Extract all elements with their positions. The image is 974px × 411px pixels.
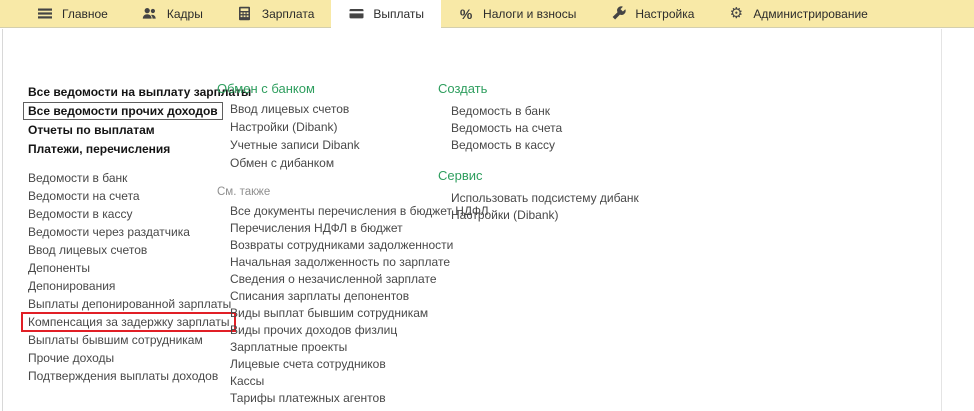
featured-links	[28, 82, 252, 158]
command-link[interactable]	[230, 304, 432, 321]
tab-taxes[interactable]	[441, 0, 593, 27]
command-link-label: Ведомость в кассу	[451, 137, 555, 152]
nav-link-label: Отчеты по выплатам	[28, 122, 155, 137]
command-link-label: Перечисления НДФЛ в бюджет	[230, 220, 403, 235]
nav-link-label: Ввод лицевых счетов	[28, 243, 148, 257]
command-link-label: Виды прочих доходов физлиц	[230, 322, 398, 337]
nav-link-label: Ведомости в кассу	[28, 207, 133, 221]
command-link[interactable]	[230, 270, 437, 287]
command-link-label: Все документы перечисления в бюджет НДФЛ	[230, 203, 489, 218]
command-link[interactable]	[451, 119, 658, 136]
command-link-label: Ввод лицевых счетов	[230, 102, 350, 116]
command-link-label: Виды выплат бывшим сотрудникам	[230, 305, 429, 320]
menu-icon	[37, 6, 53, 22]
nav-link-label: Прочие доходы	[28, 351, 115, 365]
nav-link[interactable]	[28, 241, 223, 259]
tab-payments[interactable]	[331, 0, 441, 27]
bank-exchange-links	[217, 100, 432, 172]
nav-link-label: Ведомости через раздатчика	[28, 225, 190, 239]
tab-home[interactable]	[20, 0, 125, 27]
tab-label: Главное	[62, 6, 108, 21]
command-link[interactable]	[230, 321, 432, 338]
nav-link[interactable]	[28, 205, 223, 223]
nav-link-label: Депонирования	[28, 279, 116, 293]
nav-link[interactable]	[28, 169, 223, 187]
command-link[interactable]	[230, 219, 432, 236]
nav-links	[28, 169, 232, 385]
nav-link-label: Подтверждения выплаты доходов	[28, 369, 219, 383]
command-link[interactable]	[451, 136, 658, 153]
gear-icon: ⚙	[729, 5, 744, 22]
command-link-label: Использовать подсистему дибанк	[451, 190, 639, 205]
tab-settings[interactable]	[593, 0, 711, 27]
command-link[interactable]	[230, 100, 432, 118]
nav-link[interactable]	[28, 187, 223, 205]
command-link-label: Начальная задолженность по зарплате	[230, 254, 450, 269]
command-link[interactable]	[230, 118, 432, 136]
tab-salary[interactable]	[220, 0, 332, 27]
section-title-see-also: См. также	[217, 186, 271, 198]
command-link[interactable]	[230, 253, 450, 270]
nav-link-label: Платежи, перечисления	[28, 141, 171, 156]
command-link[interactable]	[230, 136, 432, 154]
command-link-label: Обмен с дибанком	[230, 156, 335, 170]
command-link-label: Ведомость в банк	[451, 103, 550, 118]
command-link-label: Ведомость на счета	[451, 120, 563, 135]
nav-link-label: Депоненты	[28, 261, 91, 275]
tab-administration[interactable]	[711, 0, 884, 27]
window-right-border	[941, 29, 942, 411]
nav-link-payments-transfers[interactable]	[28, 139, 223, 158]
command-link[interactable]	[230, 372, 432, 389]
service-links	[438, 189, 658, 223]
command-link[interactable]	[451, 206, 658, 223]
tab-staff[interactable]	[125, 0, 220, 27]
create-links	[438, 102, 658, 153]
section-title-bank-exchange: Обмен с банком	[217, 80, 315, 96]
nav-link-label: Ведомости в банк	[28, 171, 128, 185]
nav-link[interactable]	[28, 331, 223, 349]
nav-link[interactable]	[28, 367, 223, 385]
command-link[interactable]	[230, 202, 489, 219]
nav-link[interactable]	[28, 223, 223, 241]
nav-link-label: Выплаты бывшим сотрудникам	[28, 333, 203, 347]
tab-label: Кадры	[166, 6, 203, 21]
tab-label: Администрирование	[753, 6, 868, 21]
nav-link[interactable]	[28, 277, 223, 295]
nav-link-label: Ведомости на счета	[28, 189, 140, 203]
percent-icon: %	[459, 5, 473, 22]
command-link[interactable]	[230, 389, 432, 406]
nav-link-compensation-delay[interactable]	[28, 313, 230, 331]
payments-card-icon	[348, 6, 364, 22]
calculator-icon	[237, 6, 253, 22]
command-link-label: Возвраты сотрудниками задолженности	[230, 237, 454, 252]
wrench-icon	[610, 6, 626, 22]
command-link[interactable]	[230, 355, 432, 372]
command-link-label: Списания зарплаты депонентов	[230, 288, 410, 303]
nav-link[interactable]	[28, 259, 223, 277]
command-link[interactable]	[230, 154, 432, 172]
command-link-label: Лицевые счета сотрудников	[230, 356, 386, 371]
command-link-label: Сведения о незачисленной зарплате	[230, 271, 437, 286]
red-highlight-box: Компенсация за задержку зарплаты	[21, 312, 236, 332]
command-link[interactable]	[230, 338, 432, 355]
nav-link-label: Выплаты депонированной зарплаты	[28, 297, 232, 311]
command-link[interactable]	[451, 102, 658, 119]
focus-outline: Все ведомости прочих доходов	[23, 102, 223, 120]
command-link-label: Зарплатные проекты	[230, 339, 348, 354]
command-link-label: Настройки (Dibank)	[451, 207, 559, 222]
right-command-column	[438, 78, 658, 223]
command-link-label: Тарифы платежных агентов	[230, 390, 386, 405]
see-also-links	[217, 202, 489, 406]
nav-link[interactable]	[28, 295, 232, 313]
tab-label: Выплаты	[373, 6, 425, 21]
nav-link-all-salary-sheets[interactable]	[28, 82, 252, 101]
nav-link[interactable]	[28, 349, 223, 367]
tab-label: Зарплата	[261, 6, 315, 21]
nav-link-label: Все ведомости на выплату зарплаты	[28, 84, 252, 99]
command-link[interactable]	[451, 189, 658, 206]
section-bar	[0, 0, 974, 28]
command-link-label: Учетные записи Dibank	[230, 138, 360, 152]
nav-link-all-other-income-sheets[interactable]	[28, 101, 223, 120]
tab-label: Настройка	[635, 6, 695, 21]
tab-label: Налоги и взносы	[483, 6, 577, 21]
window-left-border	[2, 29, 3, 411]
section-title-create: Создать	[438, 80, 488, 96]
people-icon	[142, 6, 158, 22]
nav-link-payment-reports[interactable]	[28, 120, 223, 139]
command-link-label: Настройки (Dibank)	[230, 120, 338, 134]
command-link[interactable]	[230, 236, 454, 253]
section-title-service: Сервис	[438, 167, 483, 183]
command-link[interactable]	[230, 287, 432, 304]
command-link-label: Кассы	[230, 373, 265, 388]
